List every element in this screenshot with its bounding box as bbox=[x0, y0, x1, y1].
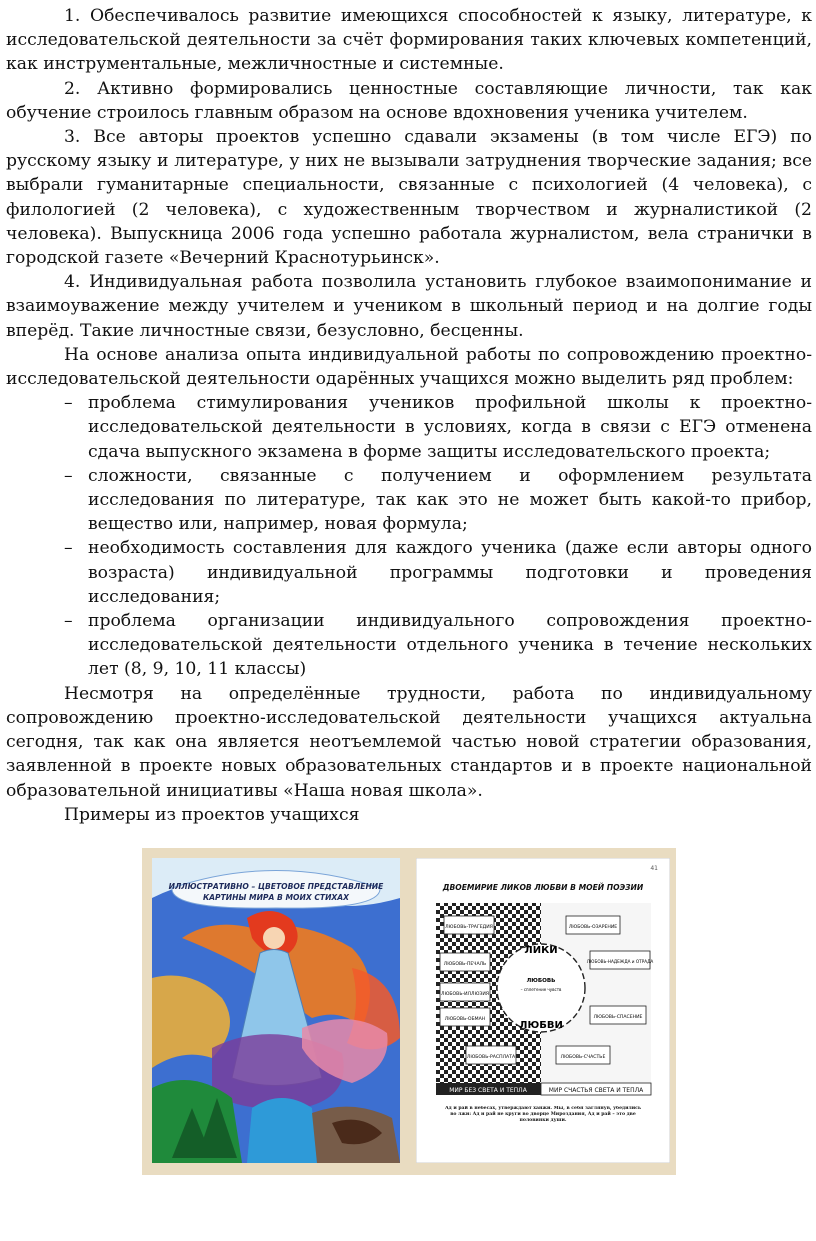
paragraph-result-1: 1. Обеспечивалось развитие имеющихся способностей к языку, литературе, к исследовательской деятельности за счёт формирования таких ключевых компетенций, как инструментальные, межличностные и системные. bbox=[6, 6, 812, 75]
facet-label: ЛЮБОВЬ-СЧАСТЬЕ bbox=[560, 1055, 606, 1060]
list-item bbox=[6, 536, 812, 609]
facet-label: ЛЮБОВЬ-ИЛЛЮЗИЯ bbox=[440, 992, 490, 997]
illustration-world-picture bbox=[152, 858, 400, 1163]
facet-label: ЛЮБОВЬ-ПЕЧАЛЬ bbox=[443, 962, 487, 967]
facet-label: ЛЮБОВЬ-ОЗАРЕНИЕ bbox=[568, 925, 618, 930]
facet-label: ЛЮБОВЬ-СПАСЕНИЕ bbox=[593, 1015, 643, 1020]
project-examples-figure bbox=[142, 848, 676, 1175]
list-item bbox=[6, 464, 812, 537]
problems-list bbox=[6, 391, 812, 681]
band-left-label: МИР БЕЗ СВЕТА И ТЕПЛА bbox=[449, 1087, 527, 1094]
list-item-text: проблема стимулирования учеников профильной школы к проектно-исследовательской деятельности в условиях, когда в связи с ЕГЭ отменена сдача выпускного экзамена в форме защиты исследовательского проекта; bbox=[88, 393, 812, 462]
illustration-drawing bbox=[152, 858, 400, 1163]
quote-text: Ад и рай в небесах, утверждают ханжи. Мы, в себя заглянув, убедились во лжи: Ад и рай не круги во дворце Мироздания, Ад и рай – это две половинки души. bbox=[444, 1106, 642, 1123]
body-text bbox=[6, 4, 812, 827]
paragraph-result-3: 3. Все авторы проектов успешно сдавали экзамены (в том числе ЕГЭ) по русскому языку и литературе, у них не вызывали затруднения творческие задания; все выбрали гуманитарные специальности, связанные с психологией (4 человека), с филологией (2 человека), с художественным творчеством и журналистикой (2 человека). Выпускница 2006 года успешно работала журналистом, вела странички в городской газете «Вечерний Краснотурьинск». bbox=[6, 127, 812, 269]
list-item bbox=[6, 609, 812, 682]
paragraph-conclusion: Несмотря на определённые трудности, работа по индивидуальному сопровождению проектно-исследовательской деятельности учащихся актуальна сегодня, так как она является неотъемлемой частью новой стратегии образования, заявленной в проекте новых образовательных стандартов и в проекте национальной образовательной инициативы «Наша новая школа». bbox=[6, 683, 812, 801]
blue-dome bbox=[247, 1098, 317, 1163]
list-item-text: сложности, связанные с получением и оформлением результата исследования по литературе, так как это не может быть какой-то прибор, вещество или, например, новая формула; bbox=[88, 465, 812, 535]
page-number: 41 bbox=[650, 865, 658, 872]
illustration-title-line2: КАРТИНЫ МИРА В МОИХ СТИХАХ bbox=[202, 893, 350, 902]
paragraph-result-4: 4. Индивидуальная работа позволила установить глубокое взаимопонимание и взаимоуважение между учителем и учеником в школьный период и на долгие годы вперёд. Такие личностные связи, безусловно, бесценны. bbox=[6, 272, 812, 341]
list-dash: – bbox=[64, 465, 73, 486]
diagram-bottom-word: ЛЮБВИ bbox=[519, 1020, 563, 1031]
facet-label: ЛЮБОВЬ-ОБМАН bbox=[444, 1017, 486, 1022]
list-dash: – bbox=[64, 538, 73, 559]
list-item-text: проблема организации индивидуального сопровождения проектно-исследовательской деятельности отдельного ученика в течение нескольких лет (8, 9, 10, 11 классы) bbox=[88, 611, 812, 680]
list-dash: – bbox=[64, 393, 73, 414]
list-item bbox=[6, 391, 812, 464]
illustration-title-line1: ИЛЛЮСТРАТИВНО – ЦВЕТОВОЕ ПРЕДСТАВЛЕНИЕ bbox=[168, 882, 384, 891]
quote-box bbox=[442, 1106, 644, 1158]
diagram-center: ЛЮБОВЬ bbox=[526, 978, 556, 984]
band-right-label: МИР СЧАСТЬЯ СВЕТА И ТЕПЛА bbox=[548, 1087, 644, 1094]
diagram-love-faces bbox=[416, 858, 670, 1163]
list-item-text: необходимость составления для каждого ученика (даже если авторы одного возраста) индивидуальной программы подготовки и проведения исследования; bbox=[88, 538, 812, 607]
face bbox=[263, 927, 285, 949]
examples-heading: Примеры из проектов учащихся bbox=[64, 804, 360, 825]
diagram-top-word: ЛИКИ bbox=[524, 945, 558, 956]
facet-label: ЛЮБОВЬ-ТРАГЕДИЯ bbox=[445, 925, 493, 930]
facet-label: ЛЮБОВЬ-РАСПЛАТА bbox=[466, 1055, 516, 1060]
paragraph-problems-intro: На основе анализа опыта индивидуальной работы по сопровождению проектно-исследовательской деятельности одарённых учащихся можно выделить ряд проблем: bbox=[6, 344, 812, 390]
diagram-title: ДВОЕМИРИЕ ЛИКОВ ЛЮБВИ В МОЕЙ ПОЭЗИИ bbox=[442, 883, 644, 892]
list-dash: – bbox=[64, 611, 73, 632]
facet-label: ЛЮБОВЬ-НАДЕЖДА и ОТРАДА bbox=[586, 959, 654, 964]
paragraph-result-2: 2. Активно формировались ценностные составляющие личности, так как обучение строилось главным образом на основе вдохновения ученика учителем. bbox=[6, 78, 812, 123]
diagram-center-sub: – сплетение чувств bbox=[520, 987, 562, 992]
diagram-drawing bbox=[416, 858, 670, 1163]
